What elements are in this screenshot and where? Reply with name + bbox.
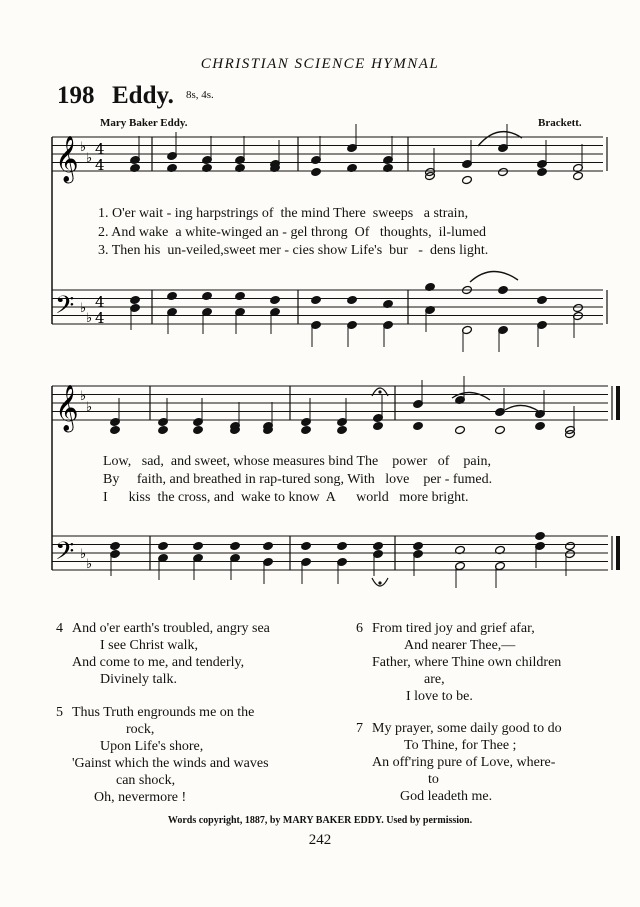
key-signature-flat: ♭ — [86, 400, 93, 415]
note — [193, 541, 204, 550]
treble-clef: 𝄞 — [55, 385, 79, 431]
half-note — [495, 425, 506, 434]
note — [301, 425, 312, 434]
verse-line: An off'ring pure of Love, where- — [372, 755, 556, 770]
note — [373, 421, 384, 430]
note — [537, 295, 548, 304]
s2-verse-3: I kiss the cross, and wake to know A world more bright. — [103, 490, 469, 505]
note — [413, 421, 424, 430]
verse-line: 'Gainst which the winds and waves — [72, 756, 269, 771]
note — [110, 541, 121, 550]
verse-line: are, — [424, 672, 445, 687]
s2-verse-2: By faith, and breathed in rap-tured song, With love per - fumed. — [103, 472, 493, 487]
note — [235, 291, 246, 300]
hymn-number: 198 — [57, 82, 95, 109]
verse-line: To Thine, for Thee ; — [404, 738, 517, 753]
half-note — [462, 175, 473, 184]
slur — [478, 132, 522, 146]
verse-number: 6 — [356, 621, 363, 636]
note — [311, 295, 322, 304]
note — [263, 541, 274, 550]
copyright-notice: Words copyright, 1887, by MARY BAKER EDDY. Used by permission. — [167, 815, 473, 826]
verse-line: My prayer, some daily good to do — [372, 721, 562, 736]
time-signature: 4 — [95, 309, 105, 327]
note — [301, 541, 312, 550]
note — [110, 425, 121, 434]
verse-number: 4 — [56, 621, 63, 636]
verse-line: to — [428, 772, 439, 787]
note — [337, 425, 348, 434]
note — [158, 541, 169, 550]
s1-verse-1: 1. O'er wait - ing harpstrings of the mind There sweeps a strain, — [98, 206, 469, 221]
verse-line: rock, — [126, 722, 155, 737]
verse-4 — [56, 620, 270, 688]
bass-clef: 𝄢 — [55, 291, 75, 326]
verse-number: 5 — [56, 705, 63, 720]
time-signature: 4 — [95, 293, 105, 311]
note — [270, 295, 281, 304]
s1-verse-2: 2. And wake a white-winged an - gel throng Of thoughts, il-lumed — [98, 225, 487, 240]
half-note — [573, 171, 584, 180]
half-note — [498, 167, 509, 176]
verse-line: From tired joy and grief afar, — [372, 621, 535, 636]
verse-line: I love to be. — [406, 689, 473, 704]
verse-line: Thus Truth engrounds me on the — [72, 705, 255, 720]
verse-line: can shock, — [116, 773, 176, 788]
half-note — [573, 303, 584, 312]
s2-verse-1: Low, sad, and sweet, whose measures bind The power of pain, — [103, 454, 492, 469]
page-number: 242 — [308, 832, 332, 848]
half-note — [565, 541, 576, 550]
note — [535, 421, 546, 430]
author: Mary Baker Eddy. — [100, 117, 188, 129]
note — [498, 285, 509, 294]
s1-verse-3: 3. Then his un-veiled,sweet mer - cies show Life's bur - dens light. — [98, 243, 489, 258]
note — [337, 541, 348, 550]
note — [373, 541, 384, 550]
time-signature: 4 — [95, 156, 105, 174]
tune-name: Eddy. — [112, 82, 174, 109]
fermata-dot — [378, 390, 381, 393]
key-signature-flat: ♭ — [80, 389, 87, 404]
verse-line: Divinely talk. — [100, 672, 177, 687]
half-note — [455, 425, 466, 434]
meter: 8s, 4s. — [186, 89, 214, 101]
note — [130, 295, 141, 304]
treble-clef: 𝄞 — [55, 136, 79, 182]
fermata-dot — [378, 581, 381, 584]
key-signature-flat: ♭ — [80, 301, 87, 316]
verse-number: 7 — [356, 721, 363, 736]
note — [202, 291, 213, 300]
verse-5 — [56, 704, 269, 806]
note — [167, 291, 178, 300]
verse-line: And nearer Thee,— — [404, 638, 516, 653]
verse-line: Oh, nevermore ! — [94, 790, 187, 805]
key-signature-flat: ♭ — [86, 557, 93, 572]
key-signature-flat: ♭ — [80, 140, 87, 155]
verse-line: Father, where Thine own children — [372, 655, 562, 670]
composer: Brackett. — [538, 117, 582, 129]
bass-clef: 𝄢 — [55, 537, 75, 572]
note — [230, 541, 241, 550]
note — [535, 531, 546, 540]
verse-line: God leadeth me. — [400, 789, 493, 804]
key-signature-flat: ♭ — [80, 547, 87, 562]
note — [311, 167, 322, 176]
note — [347, 295, 358, 304]
slur — [470, 271, 518, 282]
note — [537, 167, 548, 176]
verse-line: And o'er earth's troubled, angry sea — [72, 621, 270, 636]
page-header: CHRISTIAN SCIENCE HYMNAL — [200, 56, 440, 72]
verse-7 — [356, 720, 562, 805]
note — [413, 541, 424, 550]
verse-line: And come to me, and tenderly, — [72, 655, 245, 670]
key-signature-flat: ♭ — [86, 311, 93, 326]
note — [193, 425, 204, 434]
key-signature-flat: ♭ — [86, 151, 93, 166]
time-signature: 4 — [95, 140, 105, 158]
verse-line: I see Christ walk, — [100, 638, 198, 653]
verse-line: Upon Life's shore, — [100, 739, 204, 754]
note — [158, 425, 169, 434]
verse-6 — [356, 620, 561, 705]
